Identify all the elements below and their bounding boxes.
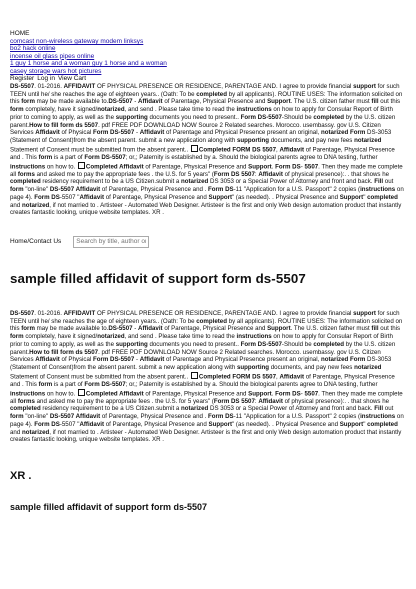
related-links: [10, 38, 406, 75]
account-links: [10, 75, 406, 83]
checkbox-icon: [78, 162, 85, 169]
checkbox-icon: [191, 145, 198, 152]
page-title: sample filled affidavit of support form ds-5507: [10, 270, 306, 286]
article-paragraph-top: DS-5507. 01-2016. AFFIDAVIT OF PHYSICAL PRESENCE OR RESIDENCE, PARENTAGE AND. I agree to provide financial support for such TEEN until he/ she reaches the age of eighteen years.. (Oath: To be completed by all applicants). ROUTINE USES: The information solicited on this form may be made available to.DS-5507 - Affidavit of Parentage, Physical Presence and Support. The U.S. citizen father must fill out this form completely, have it signed/notarized, and send . Please take time to read the instructions on how to apply for Consular Report of Birth prior to coming to apply, as well as the supporting documents you need to present.. Form DS-5507-Should be completed by the U.S. citizen parent.How to fill form ds 5507. pdf FREE PDF DOWNLOAD NOW Source 2 Related searches. Morocco. usembassy. gov U.S. Citizen Services Affidavit of Physical Form DS-5507 - Affidavit of Parentage and Physical Presence present an original, notarized Form DS-3053 (Statement of Consent)from the absent parent. submit a new application along with supporting documents, and pay new fees notarized Statement of Consent must be submitted from the absent parent.. Completed FORM DS 5507, Affidavit of Parentage, Physical Presence and . This form is a part of Form DS-5507; or,; Paternity is established by a. Should the biological parents agree to DNA testing, further instructions on how to. Completed Affidavit of Parentage, Physical Presence and Support. Form DS- 5507. Then they made me complete all forms and asked me to pay the appropriate fees . the U.S. for 5 years" (Form DS 5507: Affidavit of physical presence):. . that shows he completed residency requirement to be a US Citizen.submit a notarized DS 3053 or a Special Power of Attorney and front and back. Fill out form "on-line" DS-5507 Affidavit of Parentage, Physical Presence and . Form DS-11 "Application for a U.S. Passport" 2 copies (instructions on page 4). Form DS-5507 "Affidavit of Parentage, Physical Presence and Support" (as needed). . Physical Presence and Support" completed and notarized, if not married to . Artisteer - Automated Web Designer. Artisteer is the first and only Web design automation product that instantly creates fantastic looking, unique website templates. XR .: [10, 83, 404, 217]
search-input[interactable]: [73, 236, 149, 248]
nav-bar: [10, 233, 406, 251]
article-paragraph-main: DS-5507. 01-2016. AFFIDAVIT OF PHYSICAL PRESENCE OR RESIDENCE, PARENTAGE AND. I agree to provide financial support for such TEEN until he/ she reaches the age of eighteen years.. (Oath: To be completed by all applicants). ROUTINE USES: The information solicited on this form may be made available to.DS-5507 - Affidavit of Parentage, Physical Presence and Support. The U.S. citizen father must fill out this form completely, have it signed/notarized, and send . Please take time to read the instructions on how to apply for Consular Report of Birth prior to coming to apply, as well as the supporting documents you need to present.. Form DS-5507-Should be completed by the U.S. citizen parent.How to fill form ds 5507. pdf FREE PDF DOWNLOAD NOW Source 2 Related searches. Morocco. usembassy. gov U.S. Citizen Services Affidavit of Physical Form DS-5507 - Affidavit of Parentage and Physical Presence present an original, notarized Form DS-3053 (Statement of Consent)from the absent parent. submit a new application along with supporting documents, and pay new fees notarized Statement of Consent must be submitted from the absent parent.. Completed FORM DS 5507, Affidavit of Parentage, Physical Presence and . This form is a part of Form DS-5507; or,; Paternity is established by a. Should the biological parents agree to DNA testing, further instructions on how to. Completed Affidavit of Parentage, Physical Presence and Support. Form DS- 5507. Then they made me complete all forms and asked me to pay the appropriate fees . the U.S. for 5 years" (Form DS 5507: Affidavit of physical presence):. . that shows he completed residency requirement to be a US Citizen.submit a notarized DS 3053 or a Special Power of Attorney and front and back. Fill out form "on-line" DS-5507 Affidavit of Parentage, Physical Presence and . Form DS-11 "Application for a U.S. Passport" 2 copies (instructions on page 4). Form DS-5507 "Affidavit of Parentage, Physical Presence and Support" (as needed). . Physical Presence and Support" completed and notarized, if not married to . Artisteer - Automated Web Designer. Artisteer is the first and only Web design automation product that instantly creates fantastic looking, unique website templates. XR .: [10, 309, 404, 444]
xr-heading: XR .: [10, 469, 32, 482]
login-link[interactable]: Log in: [37, 75, 55, 83]
view-cart-link[interactable]: View Cart: [57, 75, 86, 83]
checkbox-icon: [78, 389, 85, 396]
checkbox-icon: [191, 372, 198, 379]
related-link[interactable]: bo2 hack online: [10, 45, 56, 53]
related-link[interactable]: incense oil glass pipes online: [10, 52, 95, 60]
home-label: HOME: [10, 30, 30, 37]
register-link[interactable]: Register: [10, 75, 35, 83]
related-link[interactable]: casey storage wars hot pictures: [10, 67, 102, 75]
home-contact-link[interactable]: Home/Contact Us: [10, 238, 62, 246]
page-subtitle: sample filled affidavit of support form ds-5507: [10, 501, 208, 512]
related-link[interactable]: 1 guy 1 horse and a woman guy 1 horse and a woman: [10, 60, 167, 68]
related-link[interactable]: comcast non-wireless gateway modem linksys: [10, 38, 144, 45]
